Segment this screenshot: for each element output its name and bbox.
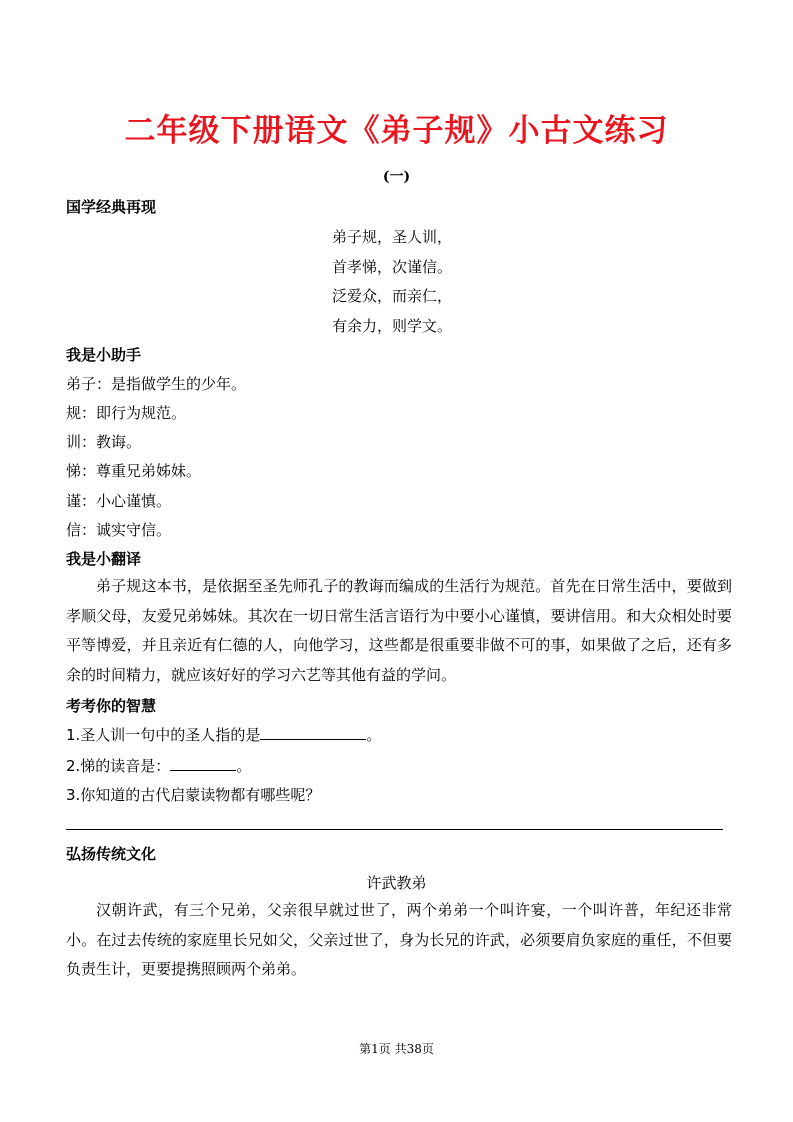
section-heading-classics: 国学经典再现: [66, 198, 157, 216]
answer-blank-1[interactable]: [260, 725, 366, 740]
answer-blank-2[interactable]: [170, 756, 236, 771]
quiz-question-1: [66, 724, 381, 745]
quiz-question-2-text: 2.悌的读音是：: [66, 757, 171, 775]
section-heading-helper: 我是小助手: [66, 346, 142, 364]
quiz-question-1-text: 1.圣人训一句中的圣人指的是: [66, 726, 261, 744]
story-paragraph: 汉朝许武，有三个兄弟，父亲很早就过世了，两个弟弟一个叫许宴，一个叫许普，年纪还非常小。在过去传统的家庭里长兄如父，父亲过世了，身为长兄的许武，必须要肩负家庭的重任，不但要负责生计，更要提携照顾两个弟弟。: [66, 901, 732, 978]
glossary-item: 信：诚实守信。: [66, 521, 172, 539]
section-heading-quiz: 考考你的智慧: [66, 697, 157, 715]
section-heading-translation: 我是小翻译: [66, 550, 142, 568]
glossary-item: 弟子：是指做学生的少年。: [66, 375, 247, 393]
story-title: 许武教弟: [366, 874, 427, 892]
poem-line: 泛爱众，而亲仁，: [332, 287, 453, 305]
poem-line: 弟子规，圣人训，: [332, 228, 453, 246]
translation-paragraph: 弟子规这本书，是依据至圣先师孔子的教诲而编成的生活行为规范。首先在日常生活中，要做到孝顺父母，友爱兄弟姊妹。其次在一切日常生活言语行为中要小心谨慎，要讲信用。和大众相处时要平等博爱，并且亲近有仁德的人，向他学习，这些都是很重要非做不可的事，如果做了之后，还有多余的时间精力，就应该好好的学习六艺等其他有益的学问。: [66, 577, 732, 684]
glossary-item: 训：教诲。: [66, 433, 142, 451]
section-heading-culture: 弘扬传统文化: [66, 845, 157, 863]
page-subtitle: (一): [382, 169, 411, 185]
quiz-question-2: [66, 755, 251, 776]
page-title: 二年级下册语文《弟子规》小古文练习: [124, 113, 669, 149]
glossary-item: 规：即行为规范。: [66, 404, 187, 422]
quiz-question-2-end: 。: [236, 757, 252, 775]
poem-line: 首孝悌，次谨信。: [332, 258, 453, 276]
page-footer: 第1页 共38页: [359, 1042, 434, 1056]
section-divider: [66, 829, 723, 830]
glossary-item: 悌：尊重兄弟姊妹。: [66, 462, 202, 480]
quiz-question-3: 3.你知道的古代启蒙读物都有哪些呢？: [66, 786, 321, 804]
glossary-item: 谨：小心谨慎。: [66, 492, 172, 510]
poem-line: 有余力，则学文。: [332, 317, 453, 335]
quiz-question-1-end: 。: [366, 726, 382, 744]
